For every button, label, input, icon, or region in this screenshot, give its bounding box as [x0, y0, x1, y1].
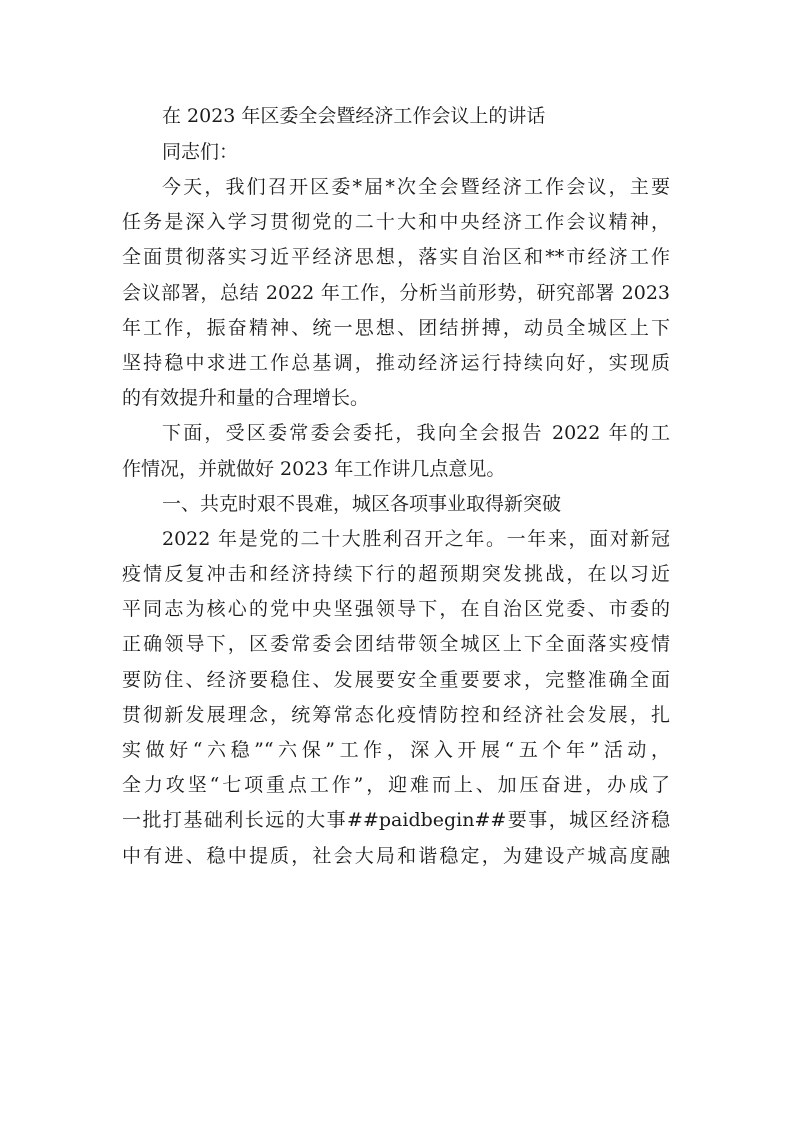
paragraph-line: 下面，受区委常委会委托，我向全会报告 2022 年的工 — [162, 422, 670, 445]
section-heading — [122, 487, 670, 522]
paragraph-line: 要防住、经济要稳住、发展要安全重要要求，完整准确全面 — [122, 668, 670, 691]
paragraph-line: 2022 年是党的二十大胜利召开之年。一年来，面对新冠 — [162, 527, 670, 550]
paragraph-line: 任务是深入学习贯彻党的二十大和中央经济工作会议精神， — [122, 211, 670, 234]
paragraph-line: 贯彻新发展理念，统筹常态化疫情防控和经济社会发展，扎 — [122, 703, 670, 726]
paragraph-line: 坚持稳中求进工作总基调，推动经济运行持续向好，实现质 — [122, 351, 670, 374]
document-body — [122, 98, 670, 874]
paragraph-line: 平同志为核心的党中央坚强领导下，在自治区党委、市委的 — [122, 598, 670, 621]
paragraph-line: 今天，我们召开区委*届*次全会暨经济工作会议，主要 — [162, 176, 670, 198]
salutation: 同志们： — [162, 141, 239, 163]
paragraph-review — [122, 522, 670, 874]
section-heading-line: 一、共克时艰不畏难，城区各项事业取得新突破 — [162, 492, 562, 515]
paragraph-line: 疫情反复冲击和经济持续下行的超预期突发挑战，在以习近 — [122, 563, 670, 586]
paragraph-line: 年工作，振奋精神、统一思想、团结拼搏，动员全城区上下 — [122, 316, 670, 339]
paragraph-line: 会议部署，总结 2022 年工作，分析当前形势，研究部署 2023 — [122, 281, 670, 304]
paragraph-line: 全面贯彻落实习近平经济思想，落实自治区和**市经济工作 — [122, 246, 670, 269]
paragraph-intro — [122, 170, 670, 416]
paragraph-line: 正确领导下，区委常委会团结带领全城区上下全面落实疫情 — [122, 633, 670, 656]
paragraph-line: 一批打基础利长远的大事##paidbegin##要事，城区经济稳 — [122, 809, 670, 832]
paragraph-line: 实做好“六稳”“六保”工作，深入开展“五个年”活动， — [122, 739, 670, 761]
paragraph-line: 作情况，并就做好 2023 年工作讲几点意见。 — [122, 457, 506, 480]
paragraph-report — [122, 416, 670, 486]
paragraph-line: 中有进、稳中提质，社会大局和谐稳定，为建设产城高度融 — [122, 844, 670, 867]
paragraph-line: 的有效提升和量的合理增长。 — [122, 387, 370, 410]
paragraph-line: 全力攻坚“七项重点工作”，迎难而上、加压奋进，办成了 — [122, 774, 670, 797]
speech-title: 在 2023 年区委全会暨经济工作会议上的讲话 — [162, 105, 546, 127]
